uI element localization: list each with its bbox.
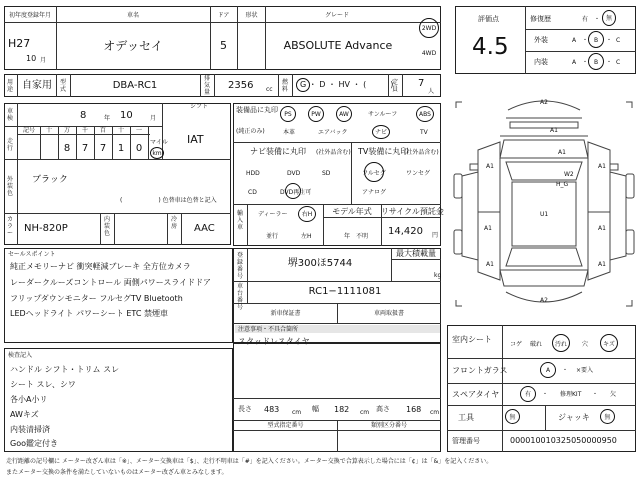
tv-sub: (社外品含む) [404, 149, 439, 156]
equip-abs: ABS [419, 111, 431, 118]
interior-grade-sep2: ・ [606, 59, 613, 66]
tv-oneseg: ワンセグ [406, 170, 431, 177]
interior-grade-c: C [616, 59, 621, 66]
car-name-label: 車名 [126, 12, 139, 19]
navi-cd: CD [248, 189, 257, 196]
interior-grade-label: 内装 [534, 58, 548, 66]
plate-number: 堺300ほ5744 [287, 258, 353, 269]
width: 182 [334, 405, 350, 414]
diagram-mark-front-bumper: A2 [540, 99, 548, 106]
spare-tire-label: スペアタイヤ [452, 390, 500, 399]
spare-sep: ・ [542, 391, 549, 398]
front-glass-a: A [545, 367, 551, 374]
diagram-mark-windshield: W2 [564, 171, 574, 178]
model-type: DBA-RC1 [112, 80, 158, 91]
diagram-mark-grille: A1 [550, 127, 558, 134]
mileage-header-6: 一 [135, 127, 142, 134]
mileage-digit-100: 7 [99, 143, 107, 154]
shift-label: シフト [190, 103, 209, 110]
navi-dvd: DVD [287, 170, 301, 177]
height-label: 高さ [376, 405, 390, 413]
spare-kit: 修理KIT [560, 391, 582, 398]
equip-aw: AW [339, 111, 349, 118]
class-number-label: 類別区分番号 [370, 422, 407, 429]
sales-point-2: レーダークルーズコントロール 両側パワースライドドア [10, 278, 211, 287]
diagram-mark-left-front: A1 [486, 163, 494, 170]
mileage-header-0: 記号 [22, 127, 35, 134]
inspector-line-1: ハンドル シフト・トリム スレ [10, 365, 120, 374]
diagram-mark-right-side: A1 [598, 225, 606, 232]
equip-navi: ナビ [374, 129, 387, 136]
rating-label: 評価点 [478, 15, 499, 23]
displacement-label: 排気量 [203, 75, 210, 96]
diagram-mark-right-rear: A1 [598, 261, 606, 268]
shift: IAT [187, 133, 204, 146]
inspector-line-2: シート スレ、シワ [10, 380, 76, 389]
front-glass-label: フロントガラス [452, 366, 508, 375]
grade: ABSOLUTE Advance [283, 39, 393, 52]
seat-dirt: 汚れ [555, 341, 568, 348]
color-code: NH-820P [24, 223, 68, 234]
shape-label: 形状 [245, 12, 258, 19]
drive-2wd: 2WD [421, 25, 437, 32]
fuel-options: G ・ D ・ HV ・ ( ) [300, 80, 394, 89]
jack-label: ジャッキ [558, 413, 590, 422]
front-glass-replace: ×要入 [576, 367, 594, 374]
seat-scorch: コゲ [510, 341, 523, 348]
chassis-number: RC1−1111081 [308, 286, 382, 297]
reg-month: 10 [26, 54, 37, 63]
diagram-mark-left-rear: A1 [486, 261, 494, 268]
equip-ps: PS [284, 111, 292, 118]
navi-sub: (社外品含む) [316, 149, 351, 156]
plate-label: 登録番号 [236, 252, 243, 280]
usage-label: 用途 [6, 79, 13, 93]
mileage-digit-1k: 7 [81, 143, 89, 154]
manual-label: 車両取扱書 [373, 310, 404, 317]
mileage-label: 走行 [6, 138, 13, 152]
sales-point-4: LEDヘッドライト パワーシート ETC 禁煙車 [10, 309, 168, 318]
sales-point-1: 純正メモリーナビ 衝突軽減ブレーキ 全方位カメラ [10, 262, 191, 271]
import-parallel: 並行 [266, 233, 279, 240]
mileage-header-3: 千 [81, 127, 88, 134]
repair-yes: 有 [582, 16, 589, 23]
import-label: 輸入車 [236, 210, 243, 231]
import-dealer: ディーラー [258, 211, 288, 218]
kg-unit: kg [434, 272, 442, 279]
person-unit: 人 [428, 88, 435, 95]
equip-tv: TV [420, 129, 428, 136]
color-code-label: カラー [6, 216, 13, 237]
load-label: 最大積載量 [396, 249, 436, 258]
mileage-header-2: 万 [63, 127, 70, 134]
exterior-grade-c: C [616, 37, 621, 44]
mgmt-label: 管理番号 [452, 437, 480, 445]
mileage-header-5: 十 [117, 127, 124, 134]
width-label: 幅 [312, 405, 319, 413]
inspector-line-3: 各小A小リ [10, 395, 48, 404]
diagram-mark-hood: A1 [558, 149, 566, 156]
navi-label: ナビ装備に丸印 [250, 147, 306, 156]
repair-none: 無 [605, 15, 612, 22]
tools-label: 工具 [458, 413, 474, 422]
tools-none: 無 [509, 414, 516, 421]
exterior-grade-sep2: ・ [606, 37, 613, 44]
yen-unit: 円 [432, 232, 439, 239]
repair-sep: ・ [594, 16, 601, 23]
notes-label: 注意事項・不具合箇所 [238, 326, 299, 333]
inspection-label: 車検 [6, 108, 13, 122]
exterior-grade-b: B [593, 37, 599, 44]
width-unit: cm [360, 409, 370, 416]
mileage-digit-10: 1 [117, 143, 125, 154]
inspector-line-5: 内装清掃済 [10, 425, 50, 434]
navi-hdd: HDD [246, 170, 260, 177]
interior-grade-a: A [572, 59, 577, 66]
mgmt-number: 000010010325050000950 [510, 436, 617, 445]
tv-fullseg: フルセグ [362, 170, 386, 177]
repair-label: 修復歴 [530, 15, 551, 23]
grade-label: グレード [324, 12, 349, 19]
equipment-sublabel: (純正のみ) [236, 128, 265, 135]
inspection-year: 8 [80, 110, 87, 121]
reg-date-label: 初年度登録年月 [8, 12, 51, 19]
seat-scratch: キズ [603, 341, 615, 348]
inspection-month: 10 [120, 110, 133, 121]
import-left-h: 左H [301, 233, 312, 240]
door-count: 5 [220, 39, 227, 52]
height: 168 [406, 405, 422, 414]
spare-yes: 有 [524, 391, 531, 398]
diagram-mark-roof: U1 [540, 211, 549, 218]
capacity: 7 [418, 78, 425, 89]
reg-month-unit: 月 [40, 57, 47, 64]
exterior-grade-a: A [572, 37, 577, 44]
footer-line-2: またメーター交換の条件を満たしていないものはメーター改ざん車とみなします。 [6, 469, 228, 476]
type-number-label: 型式指定番号 [267, 422, 304, 429]
displacement: 2356 [228, 80, 254, 91]
equipment-label: 装備品に丸印 [236, 106, 278, 114]
inspector-line-6: Goo鑑定付き [10, 439, 58, 448]
interior-color-label: 内装色 [103, 216, 110, 237]
interior-grade-b: B [593, 59, 599, 66]
equip-pw: PW [311, 111, 321, 118]
front-glass-sep: ・ [562, 367, 569, 374]
seat-hole: 穴 [582, 341, 589, 348]
footer-line-1: 走行距離の記号欄に メーター改ざん車は「※」、メーター交換車は「$」、走行不明車は「#」を記入ください。メーター交換で合算表示した場合には「¢」は「&」を記入ください。 [6, 458, 493, 465]
car-name: オデッセイ [103, 39, 163, 53]
navi-dvd-play: DVD再生可 [280, 189, 312, 196]
equip-sunroof: サンルーフ [368, 111, 398, 118]
sales-points-label: セールスポイント [8, 251, 56, 258]
length: 483 [264, 405, 280, 414]
diagram-mark-rear-bumper: A2 [540, 297, 548, 304]
navi-sd: SD [322, 170, 331, 177]
reg-year: H27 [8, 37, 31, 50]
cooler: AAC [194, 223, 215, 234]
drive-4wd: 4WD [421, 50, 437, 57]
diagram-mark-roof-note: H_G [556, 181, 569, 188]
inspection-month-unit: 月 [150, 115, 157, 122]
cc-unit: cc [266, 86, 273, 93]
capacity-label: 定員 [391, 79, 398, 93]
inspector-label: 検査記入 [8, 352, 33, 359]
mileage-digit-10k: 8 [63, 143, 71, 154]
tv-label: TV装備に丸印 [358, 147, 409, 156]
length-label: 長さ [238, 405, 252, 413]
new-car-label: 新車保証書 [270, 310, 301, 317]
import-right-h: 右H [301, 211, 313, 218]
rating-value: 4.5 [472, 34, 509, 60]
diagram-mark-left-side: A1 [484, 225, 492, 232]
chassis-label: 車台番号 [236, 283, 243, 311]
recycle-label: リサイクル預託金 [381, 207, 444, 216]
notes-value: スタッドレスタイヤ [238, 337, 310, 346]
mileage-digit-1: 0 [135, 143, 143, 154]
type-label: 型式 [59, 79, 66, 93]
inspection-year-unit: 年 [104, 115, 111, 122]
equip-leather: 本革 [283, 129, 296, 136]
interior-grade-sep: ・ [582, 59, 589, 66]
mile-label: マイル [150, 139, 168, 146]
car-damage-diagram [448, 80, 640, 322]
model-year-label: モデル年式 [332, 207, 372, 216]
km-label: km [152, 150, 162, 157]
mileage-header-4: 百 [99, 127, 106, 134]
exterior-grade-label: 外装 [534, 36, 548, 44]
interior-seat-label: 室内シート [452, 335, 492, 344]
tv-analog: アナログ [362, 189, 387, 196]
mileage-header-1: 十 [45, 127, 52, 134]
spare-missing: 欠 [610, 391, 617, 398]
exterior-note: ( ) 色替車は色替と記入 [120, 197, 217, 204]
seat-tear: 破れ [530, 341, 543, 348]
cooler-label: 冷房 [170, 216, 177, 230]
exterior-color: ブラック [32, 175, 68, 185]
exterior-grade-sep: ・ [582, 37, 589, 44]
model-year: 年 不明 [344, 233, 369, 240]
door-label: ドア [217, 12, 230, 19]
height-unit: cm [430, 409, 440, 416]
inspector-line-4: AWキズ [10, 410, 39, 419]
equip-airbag: エアバック [318, 129, 348, 136]
sales-point-3: フリップダウンモニター フルセグTV Bluetooth [10, 294, 183, 303]
jack-none: 無 [604, 414, 611, 421]
recycle: 14,420 [388, 226, 423, 237]
diagram-mark-right-front: A1 [598, 163, 606, 170]
fuel-label: 燃料 [281, 79, 288, 93]
exterior-color-label: 外装色 [6, 176, 13, 197]
length-unit: cm [292, 409, 302, 416]
spare-sep2: ・ [592, 391, 599, 398]
usage: 自家用 [22, 80, 52, 91]
